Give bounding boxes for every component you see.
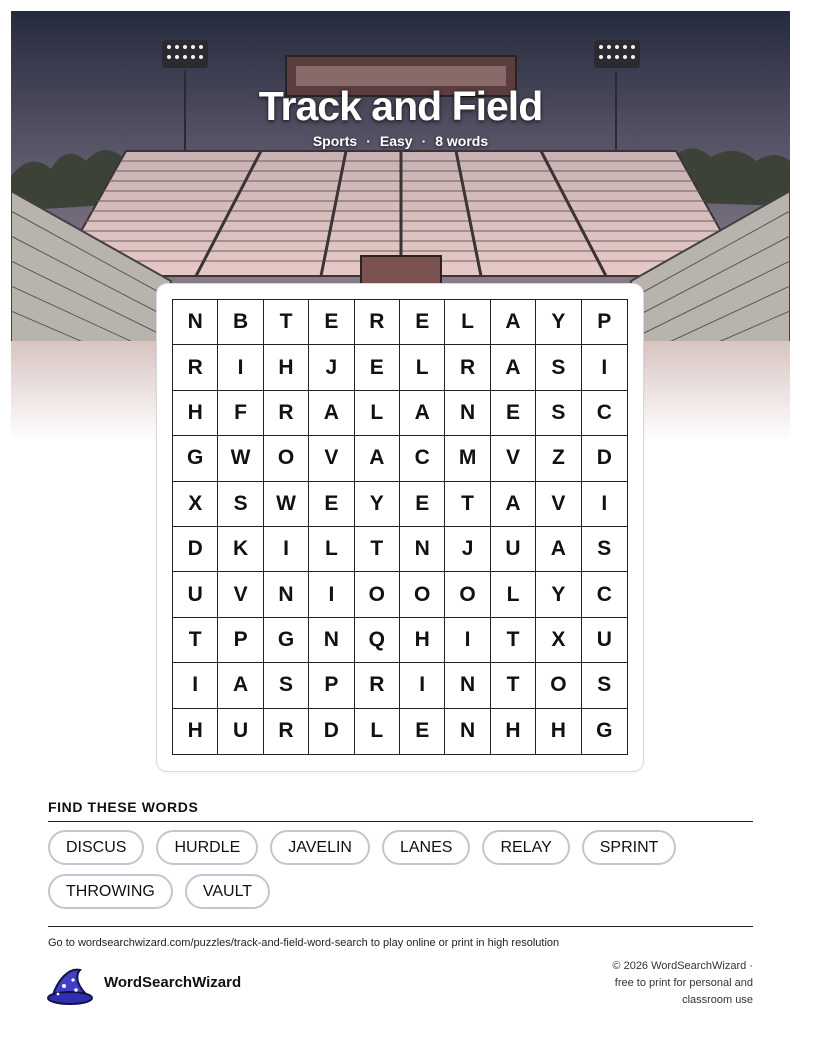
grid-cell[interactable]: L: [355, 391, 400, 436]
grid-cell[interactable]: V: [491, 436, 536, 481]
brand-name: WordSearchWizard: [104, 974, 242, 991]
grid-cell[interactable]: U: [173, 572, 218, 617]
grid-cell[interactable]: S: [218, 482, 263, 527]
grid-cell[interactable]: O: [445, 572, 490, 617]
grid-cell[interactable]: I: [218, 345, 263, 390]
grid-cell[interactable]: V: [309, 436, 354, 481]
grid-cell[interactable]: T: [264, 300, 309, 345]
grid-cell[interactable]: J: [309, 345, 354, 390]
puzzle-grid-card: [157, 284, 643, 771]
grid-cell[interactable]: L: [445, 300, 490, 345]
divider: [48, 926, 753, 927]
grid-cell[interactable]: I: [264, 527, 309, 572]
word-list: [48, 830, 753, 909]
grid-cell[interactable]: E: [355, 345, 400, 390]
grid-cell[interactable]: A: [309, 391, 354, 436]
grid-cell[interactable]: T: [173, 618, 218, 663]
grid-cell[interactable]: I: [400, 663, 445, 708]
grid-cell[interactable]: U: [582, 618, 627, 663]
word-pill: RELAY: [482, 830, 569, 865]
grid-cell[interactable]: H: [173, 709, 218, 754]
grid-cell[interactable]: P: [582, 300, 627, 345]
copyright-line: free to print for personal and: [614, 977, 753, 989]
grid-cell[interactable]: E: [400, 709, 445, 754]
grid-cell[interactable]: A: [536, 527, 581, 572]
grid-cell[interactable]: H: [264, 345, 309, 390]
grid-cell[interactable]: U: [218, 709, 263, 754]
grid-cell[interactable]: V: [218, 572, 263, 617]
category-label: Sports: [312, 133, 358, 149]
grid-cell[interactable]: G: [596, 719, 613, 743]
grid-cell[interactable]: G: [173, 436, 218, 481]
grid-cell[interactable]: A: [491, 482, 536, 527]
grid-cell[interactable]: X: [536, 618, 581, 663]
letter-grid: [172, 299, 628, 755]
grid-cell[interactable]: Y: [536, 572, 581, 617]
grid-cell[interactable]: R: [355, 663, 400, 708]
grid-cell[interactable]: C: [582, 572, 627, 617]
grid-cell[interactable]: D: [309, 709, 354, 754]
grid-cell[interactable]: A: [400, 391, 445, 436]
grid-cell[interactable]: W: [264, 482, 309, 527]
grid-cell[interactable]: S: [582, 527, 627, 572]
grid-cell[interactable]: D: [582, 436, 627, 481]
grid-cell[interactable]: N: [445, 391, 490, 436]
word-pill: JAVELIN: [270, 830, 370, 865]
grid-cell[interactable]: N: [264, 572, 309, 617]
grid-cell[interactable]: L: [309, 527, 354, 572]
divider: [48, 821, 753, 822]
grid-cell[interactable]: N: [400, 527, 445, 572]
grid-cell[interactable]: I: [445, 618, 490, 663]
word-count-label: 8 words: [435, 133, 489, 149]
grid-cell[interactable]: E: [400, 482, 445, 527]
grid-cell[interactable]: O: [400, 572, 445, 617]
grid-cell[interactable]: O: [536, 663, 581, 708]
word-pill: DISCUS: [48, 830, 144, 865]
grid-cell[interactable]: O: [264, 436, 309, 481]
grid-cell[interactable]: F: [218, 391, 263, 436]
puzzle-meta: [11, 133, 790, 149]
grid-cell[interactable]: T: [491, 618, 536, 663]
grid-cell[interactable]: A: [491, 345, 536, 390]
grid-cell[interactable]: I: [582, 345, 627, 390]
grid-cell[interactable]: H: [536, 709, 581, 754]
grid-cell[interactable]: Y: [536, 300, 581, 345]
grid-cell[interactable]: O: [355, 572, 400, 617]
grid-cell[interactable]: H: [491, 709, 536, 754]
grid-cell[interactable]: X: [173, 482, 218, 527]
grid-cell[interactable]: S: [582, 663, 627, 708]
grid-cell[interactable]: H: [400, 618, 445, 663]
grid-cell[interactable]: S: [536, 391, 581, 436]
grid-cell[interactable]: W: [218, 436, 263, 481]
grid-cell[interactable]: R: [173, 345, 218, 390]
grid-cell[interactable]: R: [264, 709, 309, 754]
grid-cell[interactable]: S: [536, 345, 581, 390]
grid-cell[interactable]: B: [218, 300, 263, 345]
grid-cell[interactable]: P: [218, 618, 263, 663]
grid-cell[interactable]: L: [491, 572, 536, 617]
grid-cell[interactable]: Y: [355, 482, 400, 527]
word-pill: THROWING: [48, 874, 173, 909]
copyright-notice: [563, 958, 753, 1009]
grid-cell[interactable]: C: [400, 436, 445, 481]
grid-cell[interactable]: E: [309, 300, 354, 345]
grid-cell[interactable]: V: [536, 482, 581, 527]
word-pill: SPRINT: [582, 830, 677, 865]
difficulty-label: Easy: [379, 133, 413, 149]
grid-cell[interactable]: Q: [355, 618, 400, 663]
grid-cell[interactable]: K: [218, 527, 263, 572]
grid-cell[interactable]: T: [445, 482, 490, 527]
copyright-line: classroom use: [682, 994, 753, 1006]
word-pill: VAULT: [185, 874, 270, 909]
word-pill: LANES: [382, 830, 470, 865]
word-list-heading: FIND THESE WORDS: [48, 799, 199, 815]
grid-cell[interactable]: H: [173, 391, 218, 436]
meta-separator: ·: [421, 133, 427, 149]
grid-cell[interactable]: U: [491, 527, 536, 572]
grid-cell[interactable]: R: [264, 391, 309, 436]
grid-cell[interactable]: M: [445, 436, 490, 481]
grid-cell[interactable]: L: [400, 345, 445, 390]
grid-cell[interactable]: J: [445, 527, 490, 572]
grid-cell[interactable]: G: [264, 618, 309, 663]
grid-cell[interactable]: A: [218, 663, 263, 708]
play-online-link[interactable]: Go to wordsearchwizard.com/puzzles/track-and-field-word-search to play online or print in high resolution: [48, 937, 560, 949]
grid-cell[interactable]: A: [491, 300, 536, 345]
grid-cell[interactable]: E: [309, 482, 354, 527]
word-pill: HURDLE: [156, 830, 258, 865]
grid-cell[interactable]: P: [309, 663, 354, 708]
grid-cell[interactable]: N: [445, 709, 490, 754]
grid-cell[interactable]: I: [309, 572, 354, 617]
grid-cell[interactable]: T: [491, 663, 536, 708]
grid-cell[interactable]: I: [582, 482, 627, 527]
meta-separator: ·: [366, 133, 371, 149]
grid-cell[interactable]: Z: [536, 436, 581, 481]
grid-cell[interactable]: L: [355, 709, 400, 754]
grid-cell[interactable]: A: [355, 436, 400, 481]
grid-cell[interactable]: N: [173, 300, 218, 345]
copyright-line: © 2026 WordSearchWizard ·: [612, 960, 753, 972]
grid-cell[interactable]: T: [355, 527, 400, 572]
wizard-hat-icon: [46, 964, 94, 1006]
grid-cell[interactable]: I: [173, 663, 218, 708]
grid-cell[interactable]: R: [445, 345, 490, 390]
grid-cell[interactable]: N: [309, 618, 354, 663]
grid-cell[interactable]: S: [264, 663, 309, 708]
grid-cell[interactable]: D: [173, 527, 218, 572]
grid-cell[interactable]: E: [491, 391, 536, 436]
grid-cell[interactable]: N: [445, 663, 490, 708]
puzzle-title: Track and Field: [258, 83, 543, 129]
grid-cell[interactable]: E: [400, 300, 445, 345]
grid-cell[interactable]: C: [582, 391, 627, 436]
grid-cell[interactable]: R: [355, 300, 400, 345]
